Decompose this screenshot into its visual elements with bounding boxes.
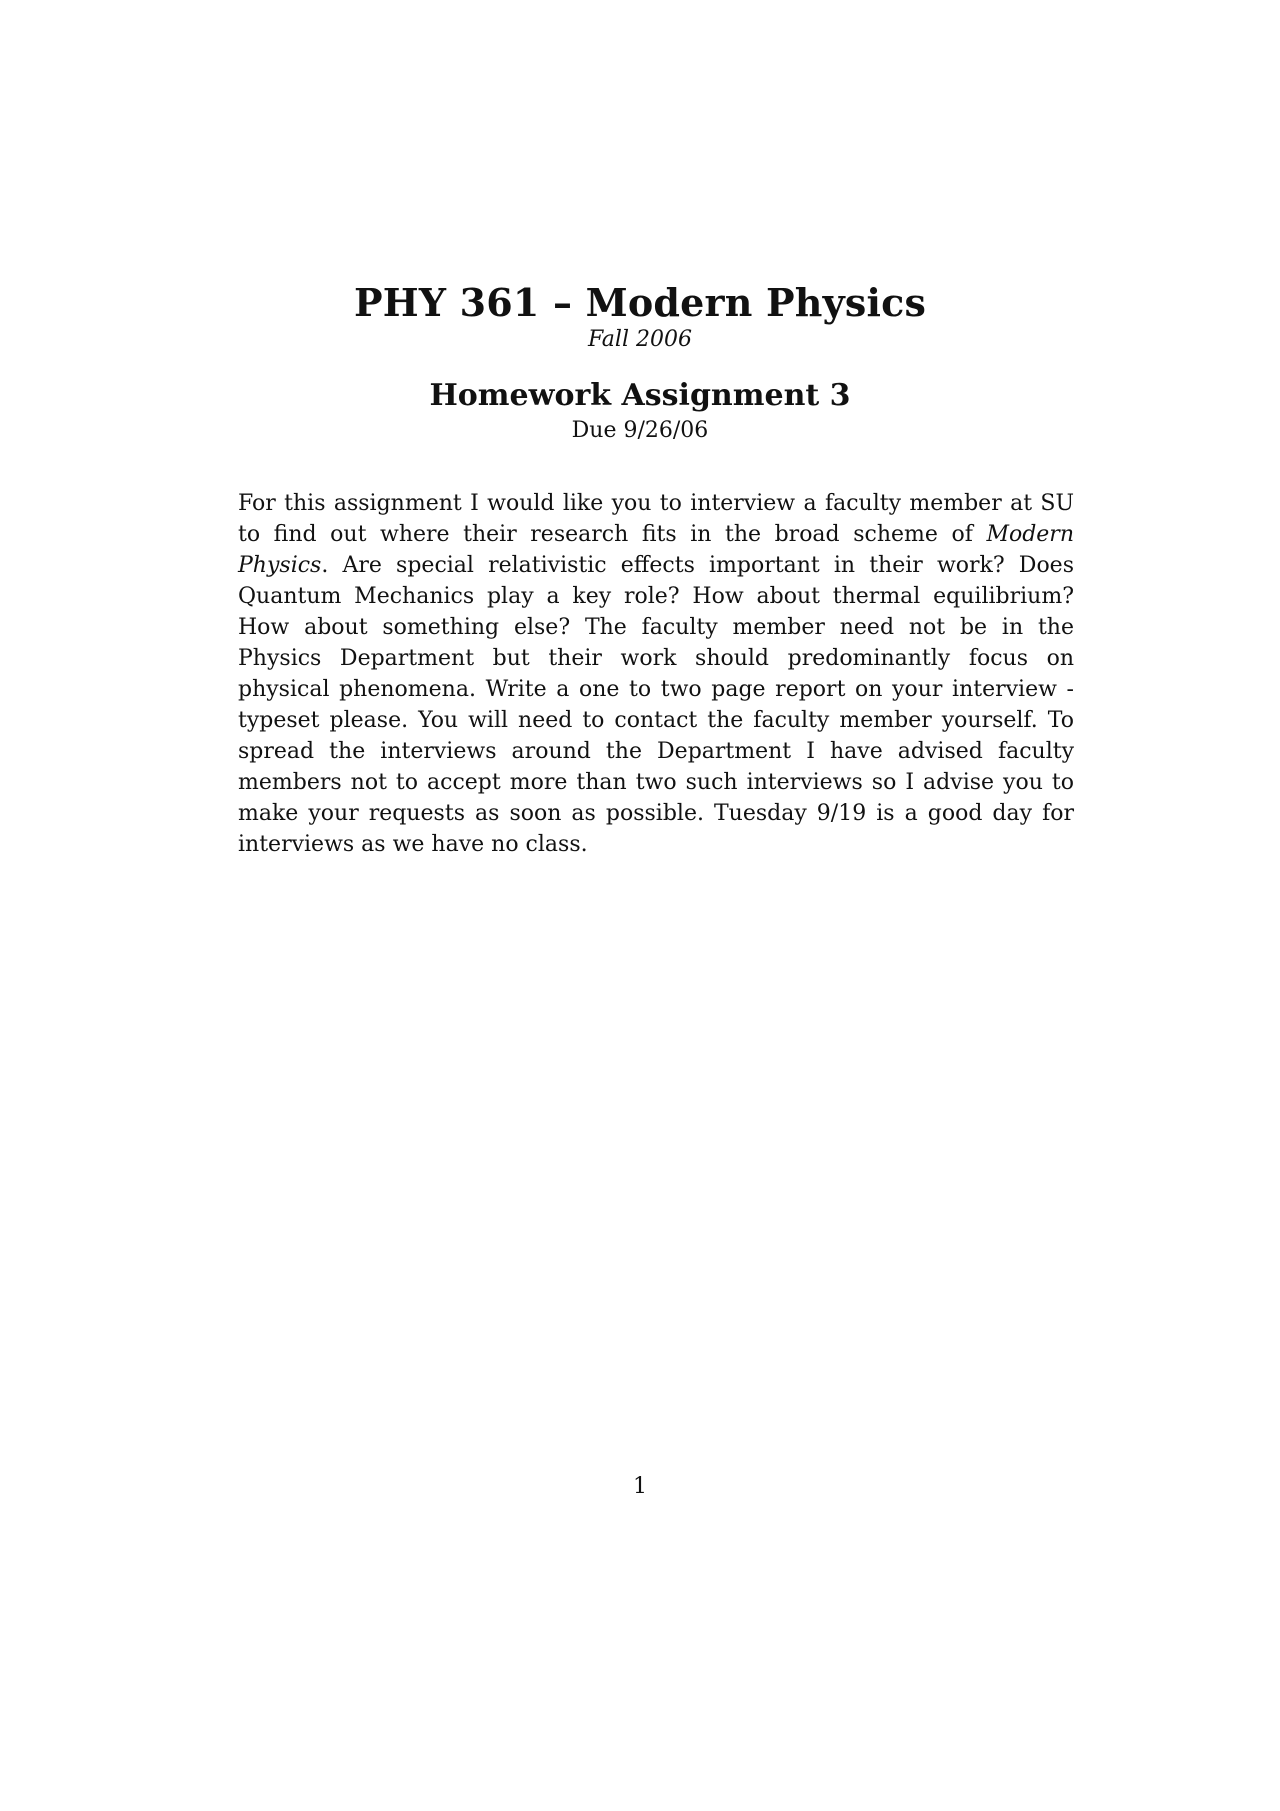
- paragraph-text-part1: For this assignment I would like you to interview a faculty member at SU to find out where their research fits in the broad scheme of: [238, 491, 1074, 547]
- term-subtitle: Fall 2006: [588, 327, 692, 352]
- paragraph-emphasis: Modern Physics: [238, 522, 1074, 578]
- assignment-title: Homework Assignment 3: [429, 378, 851, 413]
- course-title: PHY 361 – Modern Physics: [353, 280, 927, 325]
- due-date: Due 9/26/06: [571, 418, 709, 443]
- page-number: 1: [633, 1474, 647, 1499]
- paragraph-text-part2: . Are special relativistic effects important in their work? Does Quantum Mechanics play a key role? How about thermal equilibrium? How about something else? The faculty member need not be in the Physics Department but their work should predominantly focus on physical phenomena. Write a one to two page report on your interview - typeset please. You will need to contact the faculty member yourself. To spread the interviews around the Department I have advised faculty members not to accept more than two such interviews so I advise you to make your requests as soon as possible. Tuesday 9/19 is a good day for interviews as we have no class.: [238, 553, 1074, 857]
- assignment-paragraph: [238, 488, 1074, 860]
